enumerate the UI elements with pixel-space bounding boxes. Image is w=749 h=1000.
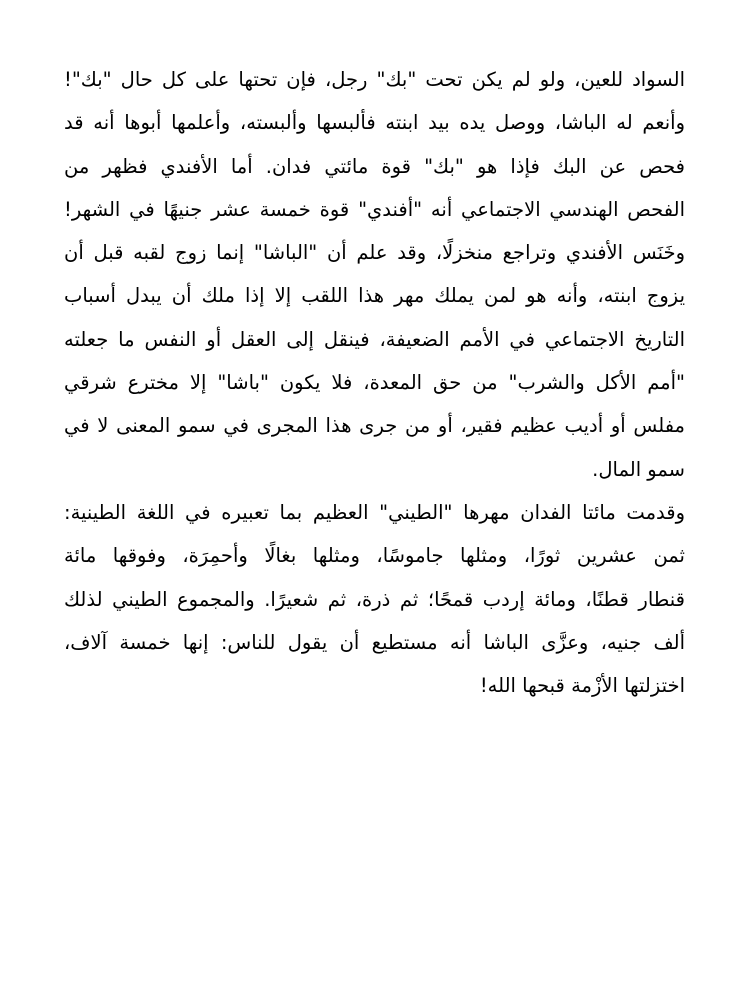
text-line: سمو المال. xyxy=(592,457,685,481)
document-page xyxy=(64,58,685,707)
text-line: اختزلتها الأزْمة قبحها الله! xyxy=(479,674,685,698)
paragraph-2 xyxy=(64,491,685,707)
text-line: يزوج ابنته، وأنه هو لمن يملك مهر هذا اللقب إلا إذا ملك أن يبدل أسباب xyxy=(64,284,685,308)
text-line: ثمن عشرين ثورًا، ومثلها جاموسًا، ومثلها بغالًا وأحمِرَة، وفوقها مائة xyxy=(64,544,685,568)
text-line: السواد للعين، ولو لم يكن تحت "بك" رجل، فإن تحتها على كل حال "بك"! xyxy=(64,68,685,91)
text-line: فحص عن البك فإذا هو "بك" قوة مائتي فدان. أما الأفندي فظهر من xyxy=(64,154,685,178)
text-line: وقدمت مائتا الفدان مهرها "الطيني" العظيم بما تعبيره في اللغة الطينية: xyxy=(64,500,685,524)
paragraph-1 xyxy=(64,58,685,491)
text-line: وخَنَس الأفندي وتراجع منخزلًا، وقد علم أن "الباشا" إنما زوج لقبه قبل أن xyxy=(64,241,685,265)
text-line: قنطار قطنًا، ومائة إردب قمحًا؛ ثم ذرة، ثم شعيرًا. والمجموع الطيني لذلك xyxy=(64,587,685,611)
text-line: مفلس أو أديب عظيم فقير، أو من جرى هذا المجرى في سمو المعنى لا في xyxy=(64,414,685,438)
text-line: وأنعم له الباشا، ووصل يده بيد ابنته فألبسها وألبسته، وأعلمها أبوها أنه قد xyxy=(64,111,685,135)
text-line: ألف جنيه، وعزَّى الباشا أنه مستطيع أن يقول للناس: إنها خمسة آلاف، xyxy=(64,630,685,654)
text-line: الفحص الهندسي الاجتماعي أنه "أفندي" قوة خمسة عشر جنيهًا في الشهر! xyxy=(64,197,685,221)
text-line: "أمم الأكل والشرب" من حق المعدة، فلا يكون "باشا" إلا مخترع شرقي xyxy=(64,371,685,395)
text-line: التاريخ الاجتماعي في الأمم الضعيفة، فينقل إلى العقل أو النفس ما جعلته xyxy=(64,327,685,351)
